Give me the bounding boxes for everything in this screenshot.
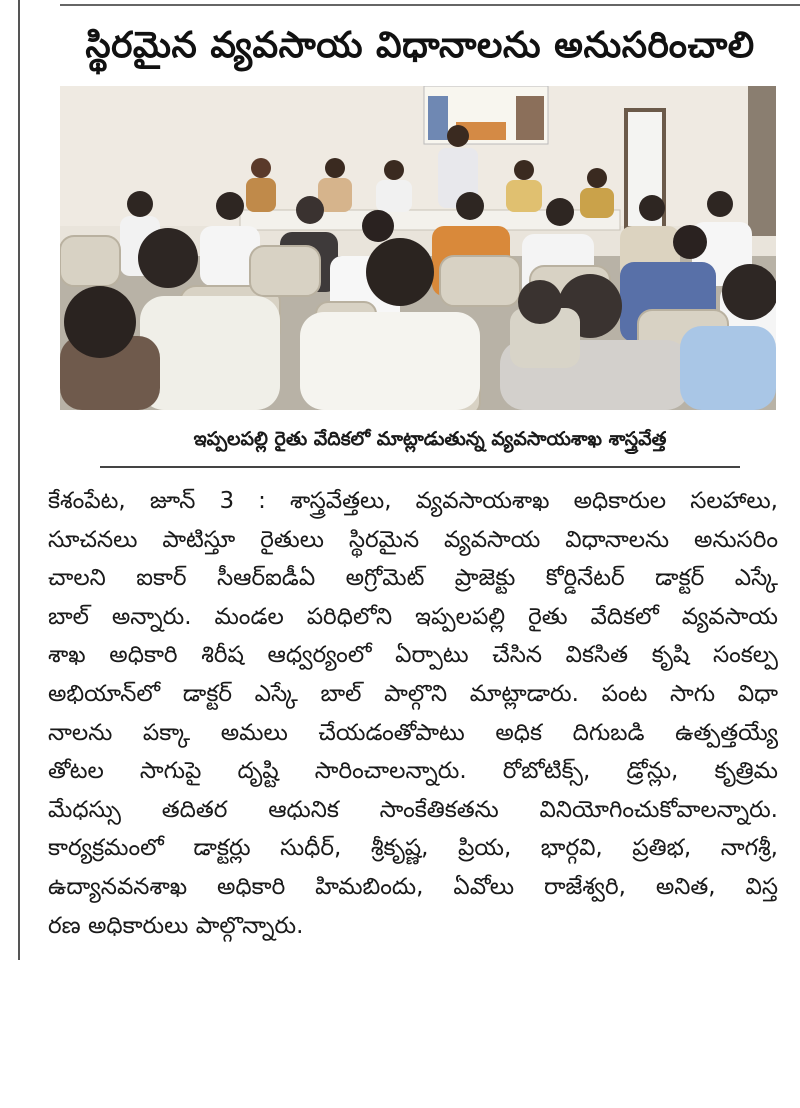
body-line: అభియాన్‌లో డాక్టర్ ఎస్కే బాల్ పాల్గొని మాట్లాడారు. పంట సాగు విధా: [48, 680, 778, 707]
top-rule: [60, 4, 800, 6]
body-line: చాలని ఐకార్ సీఆర్ఐడీఏ అగ్రోమెట్ ప్రాజెక్టు కోర్డినేటర్ డాక్టర్ ఎస్కే: [48, 565, 778, 592]
news-photo: [60, 86, 776, 410]
article-headline: స్థిరమైన వ్యవసాయ విధానాలను అనుసరించాలి: [85, 25, 755, 66]
body-line: తోటల సాగుపై దృష్టి సారించాలన్నారు. రోబోటిక్స్, డ్రోన్లు, కృత్రిమ: [48, 758, 778, 785]
body-line: రణ అధికారులు పాల్గొన్నారు.: [48, 912, 304, 939]
body-line: నాలను పక్కా అమలు చేయడంతోపాటు అధిక దిగుబడి ఉత్పత్తయ్యే: [48, 719, 778, 746]
body-line: కేశంపేట, జూన్ 3 : శాస్త్రవేత్తలు, వ్యవసాయశాఖ అధికారుల సలహాలు,: [48, 488, 778, 514]
body-line: ఉద్యానవనశాఖ అధికారి హిమబిందు, ఏవోలు రాజేశ్వరి, అనిత, విస్త: [48, 873, 778, 900]
body-line: కార్యక్రమంలో డాక్టర్లు సుధీర్, శ్రీకృష్ణ, ప్రియ, భార్గవి, ప్రతిభ, నాగశ్రీ,: [48, 835, 778, 862]
body-line: సూచనలు పాటిస్తూ రైతులు స్థిరమైన వ్యవసాయ విధానాలను అనుసరిం: [48, 526, 778, 553]
body-line: మేధస్సు తదితర ఆధునిక సాంకేతికతను వినియోగించుకోవాలన్నారు.: [48, 796, 778, 823]
meeting-photo-illustration: [60, 86, 776, 410]
body-line: బాల్ అన్నారు. మండల పరిధిలోని ఇప్పలపల్లి రైతు వేదికలో వ్యవసాయ: [48, 603, 778, 630]
column-rule: [18, 0, 20, 960]
photo-caption: ఇప్పలపల్లి రైతు వేదికలో మాట్లాడుతున్న వ్యవసాయశాఖ శాస్త్రవేత్త: [193, 428, 667, 450]
article-body: [48, 482, 778, 945]
caption-underline: [100, 466, 740, 468]
body-line: శాఖ అధికారి శిరీష ఆధ్వర్యంలో ఏర్పాటు చేసిన వికసిత కృషి సంకల్ప: [48, 642, 778, 669]
